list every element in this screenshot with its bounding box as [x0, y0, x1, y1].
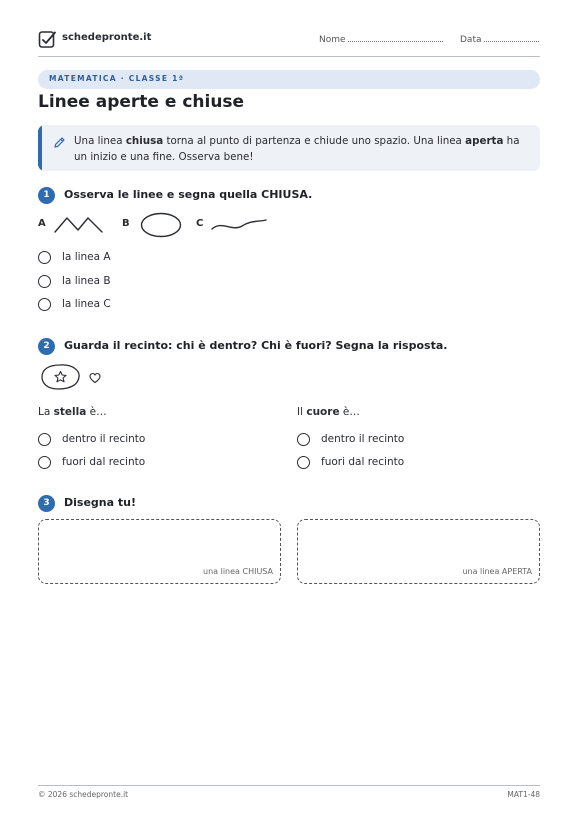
question-3-text: Disegna tu!	[64, 496, 136, 509]
star-icon	[55, 372, 66, 382]
option-label: fuori dal recinto	[62, 456, 146, 468]
question-1-text: Osserva le linee e segna quella CHIUSA.	[64, 188, 313, 201]
note-text: Una linea chiusa torna al punto di partenza e chiude uno spazio. Una linea aperta ha un inizio e una fine. Osserva bene!	[74, 135, 520, 163]
question-2-number: 2	[38, 338, 55, 355]
question-2-text: Guarda il recinto: chi è dentro? Chi è fuori? Segna la risposta.	[64, 339, 448, 352]
radio-line-c[interactable]	[38, 298, 51, 311]
question-1-number: 1	[38, 187, 55, 204]
box-caption: una linea CHIUSA	[203, 567, 273, 576]
subject-label: MATEMATICA · CLASSE 1ª	[49, 74, 185, 83]
radio-heart-inside[interactable]	[297, 433, 310, 446]
option-label: dentro il recinto	[62, 433, 146, 445]
footer-code: MAT1-48	[507, 790, 540, 799]
option-heart-outside[interactable]	[297, 456, 497, 470]
option-label: la linea A	[62, 251, 111, 263]
footer-divider	[38, 785, 540, 786]
radio-star-inside[interactable]	[38, 433, 51, 446]
option-star-inside[interactable]	[38, 433, 238, 447]
page-header	[38, 30, 540, 56]
radio-star-outside[interactable]	[38, 456, 51, 469]
fence-enclosure	[40, 363, 82, 391]
question-3-number: 3	[38, 495, 55, 512]
radio-line-a[interactable]	[38, 251, 51, 264]
box-caption: una linea APERTA	[462, 567, 532, 576]
draw-open-line-box[interactable]	[297, 519, 540, 584]
radio-line-b[interactable]	[38, 275, 51, 288]
date-field[interactable]	[460, 35, 539, 45]
info-note	[38, 125, 540, 171]
site-name: schedepronte.it	[62, 32, 152, 43]
option-label: la linea C	[62, 298, 111, 310]
note-accent-bar	[38, 125, 42, 171]
date-label: Data	[460, 35, 482, 45]
heart-question: Il cuore è…	[297, 406, 360, 418]
heart-icon	[89, 372, 101, 384]
pencil-icon	[53, 136, 66, 149]
draw-closed-line-box[interactable]	[38, 519, 281, 584]
option-heart-inside[interactable]	[297, 433, 497, 447]
page-title: Linee aperte e chiuse	[38, 92, 245, 112]
name-field[interactable]	[319, 35, 443, 45]
line-c-label: C	[196, 218, 204, 229]
option-label: fuori dal recinto	[321, 456, 405, 468]
line-a-label: A	[38, 218, 46, 229]
radio-heart-outside[interactable]	[297, 456, 310, 469]
name-line	[348, 41, 443, 42]
star-question: La stella è…	[38, 406, 107, 418]
header-divider	[38, 56, 540, 57]
option-line-c[interactable]	[38, 298, 238, 312]
option-line-b[interactable]	[38, 275, 238, 289]
date-line	[484, 41, 539, 42]
subject-banner	[38, 70, 540, 89]
zigzag-open-line	[54, 214, 108, 234]
footer-copyright: © 2026 schedepronte.it	[38, 790, 129, 799]
option-label: dentro il recinto	[321, 433, 405, 445]
check-document-icon	[38, 30, 56, 49]
name-label: Nome	[319, 35, 346, 45]
option-label: la linea B	[62, 275, 111, 287]
line-b-label: B	[122, 218, 130, 229]
option-star-outside[interactable]	[38, 456, 238, 470]
wavy-open-line	[210, 216, 268, 234]
option-line-a[interactable]	[38, 251, 238, 265]
oval-closed-line	[139, 211, 183, 239]
